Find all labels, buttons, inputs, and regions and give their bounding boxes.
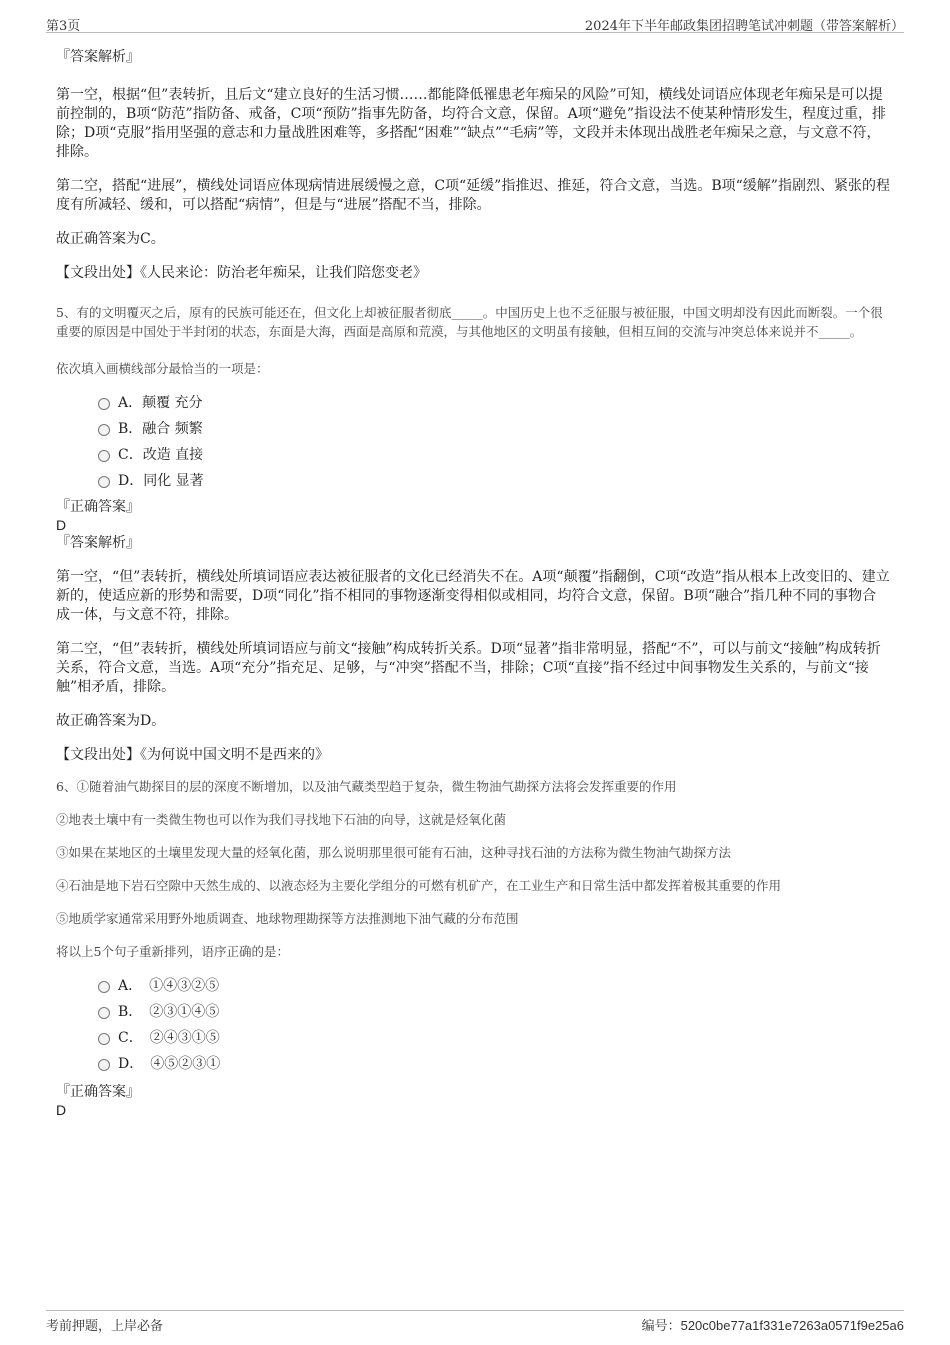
q5-option-d[interactable] xyxy=(98,468,890,494)
q5-option-a[interactable] xyxy=(98,390,890,416)
document-title: 2024年下半年邮政集团招聘笔试冲刺题（带答案解析） xyxy=(584,19,904,34)
q4-source: 【文段出处】《人民来论：防治老年痴呆，让我们陪您变老》 xyxy=(56,265,427,281)
option-label: A．颠覆 充分 xyxy=(118,395,203,411)
q6-answer: D xyxy=(56,1102,67,1118)
page-header xyxy=(46,12,904,33)
q5-analysis-label: 『答案解析』 xyxy=(56,535,140,551)
q5-answer-label: 『正确答案』 xyxy=(56,499,140,515)
q5-options xyxy=(56,390,890,494)
option-label: C． ②④③①⑤ xyxy=(118,1030,220,1046)
option-label: C．改造 直接 xyxy=(118,447,204,463)
radio-icon[interactable] xyxy=(98,476,110,488)
q6-sentence-2: ②地表土壤中有一类微生物也可以作为我们寻找地下石油的向导，这就是烃氧化菌 xyxy=(56,812,507,827)
option-label: B．融合 频繁 xyxy=(118,421,203,437)
q4-analysis-para-1: 第一空，根据“但”表转折，且后文“建立良好的生活习惯……都能降低罹患老年痴呆的风险”可知，横线处词语应体现老年痴呆是可以提前控制的，B项“防范”指防备、戒备，C项“预防”指事先防备，均符合文意，保留。A项“避免”指设法不使某种情形发生，程度过重，排除；D项“克服”指用坚强的意志和力量战胜困难等，多搭配“困难”“缺点”“毛病”等，文段并未体现出战胜老年痴呆之意，与文意不符，排除。 xyxy=(56,87,887,160)
page-footer xyxy=(46,1310,904,1335)
q4-analysis-para-2: 第二空，搭配“进展”，横线处词语应体现病情进展缓慢之意，C项“延缓”指推迟、推延，符合文意，当选。B项“缓解”指剧烈、紧张的程度有所减轻、缓和，可以搭配“病情”，但是与“进展”搭配不当，排除。 xyxy=(56,178,890,213)
radio-icon[interactable] xyxy=(98,424,110,436)
q6-answer-label: 『正确答案』 xyxy=(56,1084,140,1100)
q6-sentence-3: ③如果在某地区的土壤里发现大量的烃氧化菌，那么说明那里很可能有石油，这种寻找石油的方法称为微生物油气勘探方法 xyxy=(56,845,732,860)
document-id: 编号：520c0be77a1f331e7263a0571f9e25a6 xyxy=(641,1318,904,1333)
q6-option-d[interactable] xyxy=(98,1051,890,1077)
q6-options xyxy=(56,973,890,1077)
radio-icon[interactable] xyxy=(98,398,110,410)
q4-analysis-label: 『答案解析』 xyxy=(56,49,140,65)
q5-stem: 5、有的文明覆灭之后，原有的民族可能还在，但文化上却被征服者彻底_____。中国历史上也不乏征服与被征服，中国文明却没有因此而断裂。一个很重要的原因是中国处于半封闭的状态，东面是大海，西面是高原和荒漠，与其他地区的文明虽有接触，但相互间的交流与冲突总体来说并不_____。 xyxy=(56,305,883,339)
q6-sentence-5: ⑤地质学家通常采用野外地质调查、地球物理勘探等方法推测地下油气藏的分布范围 xyxy=(56,911,519,926)
q6-sentence-4: ④石油是地下岩石空隙中天然生成的、以液态烃为主要化学组分的可燃有机矿产，在工业生产和日常生活中都发挥着极其重要的作用 xyxy=(56,878,782,893)
q6-option-c[interactable] xyxy=(98,1025,890,1051)
q6-option-a[interactable] xyxy=(98,973,890,999)
q4-conclusion: 故正确答案为C。 xyxy=(56,231,165,247)
page-content xyxy=(56,42,890,1119)
radio-icon[interactable] xyxy=(98,450,110,462)
q5-option-c[interactable] xyxy=(98,442,890,468)
option-label: D．同化 显著 xyxy=(118,473,204,489)
option-label: B． ②③①④⑤ xyxy=(118,1004,220,1020)
footer-slogan: 考前押题，上岸必备 xyxy=(46,1319,164,1334)
q5-analysis-para-1: 第一空，“但”表转折，横线处所填词语应表达被征服者的文化已经消失不在。A项“颠覆”指翻倒，C项“改造”指从根本上改变旧的、建立新的，使适应新的形势和需要，D项“同化”指不相同的事物逐渐变得相似或相同，均符合文意，保留。B项“融合”指几种不同的事物合成一体，与文意不符，排除。 xyxy=(56,569,890,623)
page-number: 第3页 xyxy=(46,19,81,34)
q6-sentence-1: 6、①随着油气勘探目的层的深度不断增加，以及油气藏类型趋于复杂，微生物油气勘探方法将会发挥重要的作用 xyxy=(56,779,677,794)
radio-icon[interactable] xyxy=(98,1033,110,1045)
q5-answer: D xyxy=(56,517,67,533)
option-label: D． ④⑤②③① xyxy=(118,1056,221,1072)
q6-option-b[interactable] xyxy=(98,999,890,1025)
q5-source: 【文段出处】《为何说中国文明不是西来的》 xyxy=(56,747,329,763)
q5-analysis-para-2: 第二空，“但”表转折，横线处所填词语应与前文“接触”构成转折关系。D项“显著”指非常明显，搭配“不”，可以与前文“接触”构成转折关系，符合文意，当选。A项“充分”指充足、足够，与“冲突”搭配不当，排除；C项“直接”指不经过中间事物发生关系的，与前文“接触”相矛盾，排除。 xyxy=(56,641,881,695)
radio-icon[interactable] xyxy=(98,1059,110,1071)
q6-prompt: 将以上5个句子重新排列，语序正确的是： xyxy=(56,944,289,959)
q5-option-b[interactable] xyxy=(98,416,890,442)
q5-prompt: 依次填入画横线部分最恰当的一项是： xyxy=(56,361,269,376)
q5-conclusion: 故正确答案为D。 xyxy=(56,713,166,729)
radio-icon[interactable] xyxy=(98,981,110,993)
radio-icon[interactable] xyxy=(98,1007,110,1019)
option-label: A． ①④③②⑤ xyxy=(118,978,220,994)
